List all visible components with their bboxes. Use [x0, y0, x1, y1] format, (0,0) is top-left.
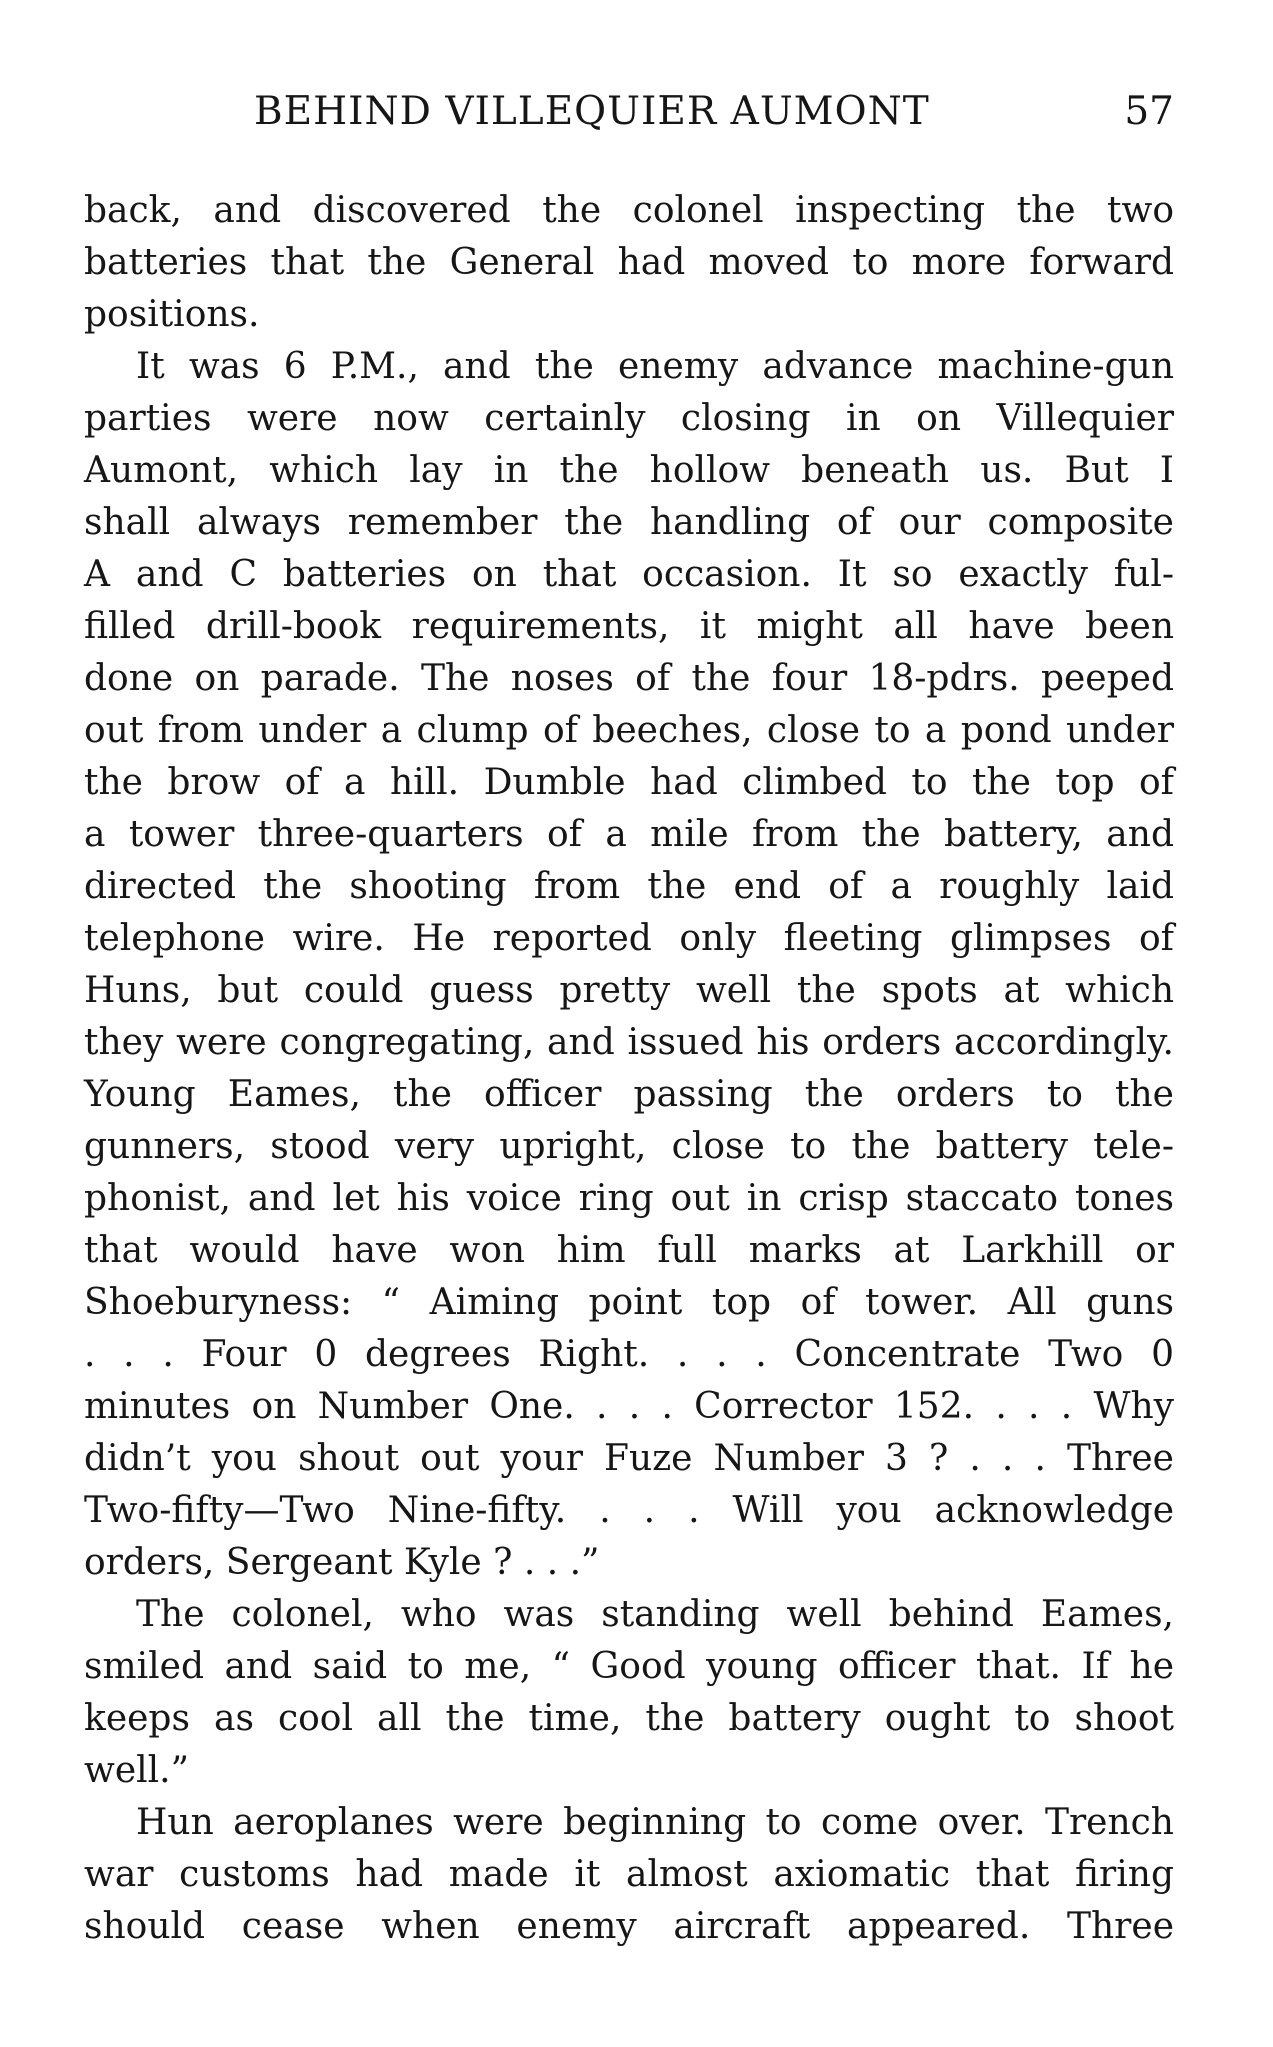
text-line: The colonel, who was standing well behind Eames, [136, 1594, 1174, 1635]
text-line: a tower three-quarters of a mile from the battery, and [84, 814, 1174, 855]
text-line: Two-fifty—Two Nine-fifty. . . . Will you acknowledge [84, 1490, 1174, 1531]
text-line: they were congregating, and issued his orders accordingly. [84, 1022, 1174, 1063]
text-line: phonist, and let his voice ring out in crisp staccato tones [84, 1178, 1174, 1219]
body-text [84, 185, 1174, 1953]
text-line: back, and discovered the colonel inspecting the two [84, 190, 1174, 231]
text-line: minutes on Number One. . . . Corrector 152. . . . Why [84, 1386, 1174, 1427]
text-line: gunners, stood very upright, close to the battery tele- [84, 1126, 1174, 1167]
text-line: well.” [84, 1750, 189, 1791]
running-title: BEHIND VILLEQUIER AUMONT [254, 89, 930, 134]
text-line: done on parade. The noses of the four 18-pdrs. peeped [84, 658, 1174, 699]
text-line: filled drill-book requirements, it might all have been [84, 606, 1174, 647]
text-line: didn’t you shout out your Fuze Number 3 ? . . . Three [84, 1438, 1174, 1479]
text-line: . . . Four 0 degrees Right. . . . Concentrate Two 0 [84, 1334, 1174, 1375]
text-line: Aumont, which lay in the hollow beneath us. But I [84, 450, 1174, 491]
text-line: It was 6 P.M., and the enemy advance machine-gun [136, 346, 1174, 387]
text-line: batteries that the General had moved to more forward [84, 242, 1174, 283]
text-line: the brow of a hill. Dumble had climbed to the top of [84, 762, 1174, 803]
text-line: telephone wire. He reported only fleeting glimpses of [84, 918, 1174, 959]
text-line: positions. [84, 294, 260, 335]
text-line: should cease when enemy aircraft appeared. Three [84, 1906, 1174, 1947]
text-line: shall always remember the handling of our composite [84, 502, 1174, 543]
running-head [84, 82, 1174, 142]
text-line: out from under a clump of beeches, close to a pond under [84, 710, 1174, 751]
text-line: Huns, but could guess pretty well the spots at which [84, 970, 1174, 1011]
text-line: Young Eames, the officer passing the orders to the [84, 1074, 1174, 1115]
page-number: 57 [1124, 89, 1174, 134]
text-line: directed the shooting from the end of a roughly laid [84, 866, 1174, 907]
text-line: that would have won him full marks at Larkhill or [84, 1230, 1174, 1271]
text-line: Shoeburyness: “ Aiming point top of tower. All guns [84, 1282, 1174, 1323]
text-line: keeps as cool all the time, the battery ought to shoot [84, 1698, 1174, 1739]
text-line: smiled and said to me, “ Good young officer that. If he [84, 1646, 1174, 1687]
text-line: A and C batteries on that occasion. It so exactly ful- [84, 554, 1174, 595]
text-line: war customs had made it almost axiomatic that firing [84, 1854, 1174, 1895]
text-line: parties were now certainly closing in on Villequier [84, 398, 1174, 439]
text-line: orders, Sergeant Kyle ? . . .” [84, 1542, 600, 1583]
text-line: Hun aeroplanes were beginning to come over. Trench [136, 1802, 1174, 1843]
